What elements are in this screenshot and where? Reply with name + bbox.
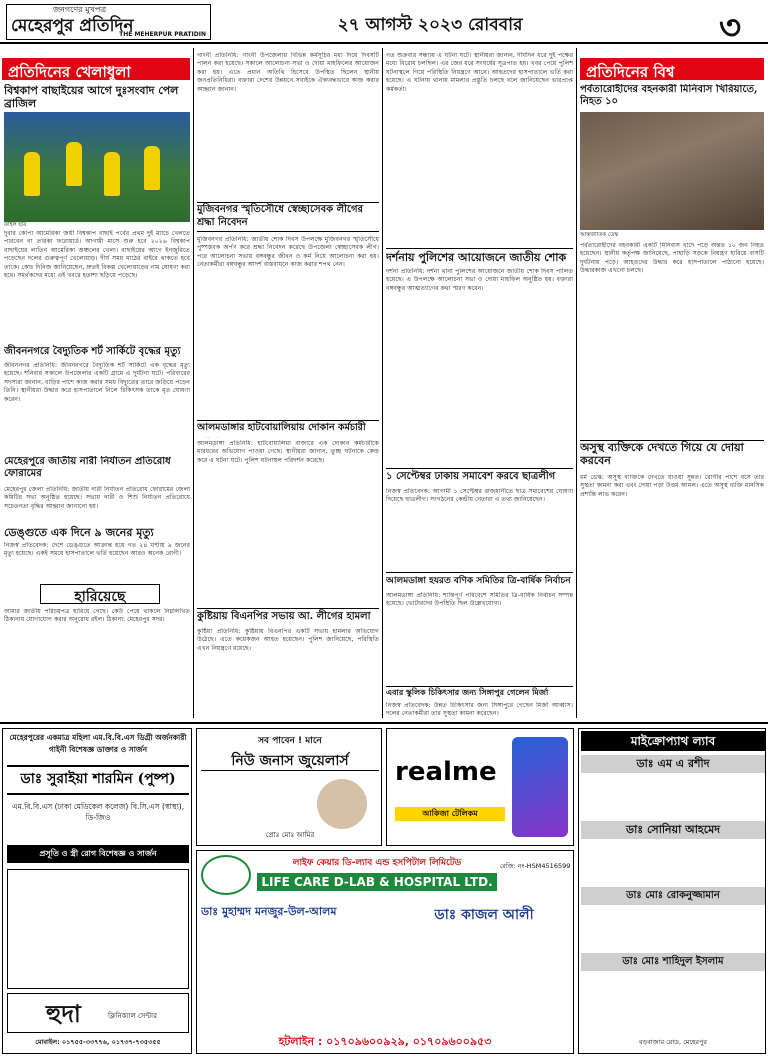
masthead <box>0 0 768 44</box>
ad-jewellers-name: নিউ জনাস জুয়েলার্স <box>201 749 379 771</box>
section-sports: প্রতিদিনের খেলাধুলা <box>2 58 190 80</box>
ad-micropath-name: মাইক্রোপ্যাথ ল্যাব <box>581 731 765 751</box>
headline-minibus[interactable]: পর্বতারোহীদের বহনকারী মিনিবাস খিরিয়াতে, নিহত ১০ <box>580 84 758 107</box>
issue-date: ২৭ আগস্ট ২০২৩ রোববার <box>337 15 523 35</box>
ad-doc-4-info <box>581 975 765 1035</box>
photo-brazil-players <box>4 112 190 222</box>
headline-mirza-abbas[interactable]: এবার স্কুলিক চিকিৎসার জন্য সিঙ্গাপুর গেলেন মির্জা <box>386 686 573 700</box>
article-lost-body: আমার জাতীয় পরিচয়পত্র হারিয়ে গেছে। কেউ পেয়ে থাকলে নিম্নলিখিত ঠিকানায় যোগাযোগ করার অনুরোধ রইল। ঠিকানা: মেহেরপুর সদর। <box>4 608 190 624</box>
article-dengue-body: নিজস্ব প্রতিবেদক: দেশে ডেঙ্গুতে আক্রান্ত হয়ে গত ২৪ ঘণ্টায় ৯ জনের মৃত্যু হয়েছে। একই সময়ে হাসপাতালে ভর্তি হয়েছেন আরও অনেক রোগী। <box>4 542 190 558</box>
ad-life-care-title: লাইফ কেয়ার ডি-ল্যাব এন্ড হসপিটাল লিমিটেড <box>292 858 462 868</box>
ad-life-care-hotline: হটলাইন : ০১৭০৯৬০০৯২৯, ০১৭০৯৬০০৯৫৩ <box>278 1035 492 1048</box>
ad-huda-sub: ক্লিনিক্যাল সেন্টার <box>108 1012 157 1020</box>
article-mirza-body: নিজস্ব প্রতিবেদক: উন্নত চিকিৎসার জন্য সিঙ্গাপুরে গেছেন মির্জা আব্বাস। দলের নেতাকর্মীরা তার সুস্থতা কামনা করেছেন। <box>386 702 573 718</box>
article-banik-body: আলমডাঙ্গা প্রতিনিধি: শান্তিপূর্ণ পরিবেশে সমিতির ত্রি-বার্ষিক নির্বাচন সম্পন্ন হয়েছে। ভোটারদের উপস্থিতি ছিল উল্লেখযোগ্য। <box>386 592 573 608</box>
article-darshana-body: দর্শনা প্রতিনিধি: দর্শনা থানা পুলিশের আয়োজনে জাতীয় শোক দিবস পালিত হয়েছে। এ উপলক্ষে আলোচনা সভা ও দোয়া মাহফিল অনুষ্ঠিত হয়। বক্তারা বঙ্গবন্ধুর আত্মত্যাগের কথা স্মরণ করেন। <box>386 268 573 292</box>
headline-jibannagar[interactable]: জীবননগরে বৈদ্যুতিক শর্ট সার্কিটে বৃদ্ধের মৃত্যু <box>4 346 181 357</box>
logo-name-en: THE MEHERPUR PRATIDIN <box>119 31 206 38</box>
ad-doc-3-info <box>581 909 765 949</box>
ad-dr-suraiya-name: ডাঃ সুরাইয়া শারমিন (পুষ্প) <box>7 765 189 795</box>
column-rule <box>382 48 383 718</box>
headline-meherpur-forum[interactable]: মেহেরপুরে জাতীয় নারী নির্যাতন প্রতিরোধ ফোরামের <box>4 456 171 479</box>
ad-jewellers[interactable] <box>196 728 382 846</box>
photo-caption-world: আন্তর্জাতিক ডেস্ক <box>580 232 619 238</box>
ad-life-care-doc2: ডাঃ কাজল আলী <box>434 907 534 923</box>
ad-realme[interactable] <box>386 728 574 846</box>
article-mid-continued: গাংনী প্রতিনিধি: গাংনী উপজেলায় বিভিন্ন কর্মসূচির মধ্য দিয়ে দিবসটি পালন করা হয়েছে। সকালে আলোচনা সভা ও দোয়া মাহফিলের আয়োজন করা হয়। এতে প্রধান অতিথি হিসেবে উপস্থিত ছিলেন স্থানীয় জনপ্রতিনিধিরা। বক্তারা দেশের উন্নয়নে সবাইকে ঐক্যবদ্ধভাবে কাজ করার আহ্বান জানান। <box>197 52 379 93</box>
newspaper-logo <box>6 4 211 40</box>
headline-sick-visit[interactable]: অসুস্থ ব্যক্তিকে দেখতে গিয়ে যে দোয়া করবেন <box>580 440 764 470</box>
article-col3-continued: গত শুক্রবার সন্ধ্যায় এ ঘটনা ঘটে। স্থানীয়রা জানান, দীর্ঘদিন ধরে দুই পক্ষের মধ্যে বিরোধ চলছিল। এর জের ধরে সংঘর্ষের সূত্রপাত হয়। খবর পেয়ে পুলিশ ঘটনাস্থলে গিয়ে পরিস্থিতি নিয়ন্ত্রণে আনে। আহতদের হাসপাতালে ভর্তি করা হয়েছে। এ ঘটনায় থানায় মামলার প্রস্তুতি চলছে বলে জানিয়েছেন ভারপ্রাপ্ত কর্মকর্তা। <box>386 52 573 93</box>
ad-dr-suraiya-top: মেহেরপুরের একমাত্র মহিলা এম.বি.বি.এস ডিগ্রী অর্জনকারী গাইনী বিশেষজ্ঞ ডাক্তার ও সার্জন <box>9 733 187 754</box>
ad-doc-2-info <box>581 843 765 883</box>
headline-darshana[interactable]: দর্শনায় পুলিশের আয়োজনে জাতীয় শোক <box>386 248 573 266</box>
headline-dengue[interactable]: ডেঙ্গুতে এক দিনে ৯ জনের মৃত্যু <box>4 526 154 539</box>
headline-brazil[interactable]: বিশ্বকাপ বাছাইয়ের আগে দুঃসংবাদ পেল ব্রাজিল <box>4 84 179 110</box>
ad-life-care-doc2-info <box>397 927 571 1027</box>
column-rule <box>576 48 577 718</box>
photo-minibus-accident <box>580 112 764 230</box>
ad-jewellers-photo <box>317 779 367 829</box>
article-sick-visit-body: ধর্ম ডেস্ক: অসুস্থ ব্যক্তিকে দেখতে যাওয়া সুন্নত। রোগীর পাশে বসে তার সুস্থতা কামনা করা এবং দোয়া পড়া উত্তম আমল। এতে অসুস্থ ব্যক্তি মানসিক প্রশান্তি লাভ করেন। <box>580 474 764 498</box>
article-mujibnagar-body: মুজিবনগর প্রতিনিধি: জাতীয় শোক দিবস উপলক্ষে মুজিবনগর স্মৃতিসৌধে পুষ্পস্তবক অর্পণ করে শ্রদ্ধা নিবেদন করেছে উপজেলা স্বেচ্ছাসেবক লীগ। পরে আলোচনা সভায় বঙ্গবন্ধুর জীবন ও কর্ম নিয়ে আলোচনা করা হয়। নেতাকর্মীরা বঙ্গবন্ধুর আদর্শ বাস্তবায়নে কাজ করার শপথ নেন। <box>197 236 379 269</box>
ad-life-care-logo <box>201 855 251 895</box>
headline-kushtia[interactable]: কুষ্টিয়ায় বিএনপির সভায় আ. লীগের হামলা <box>197 608 379 626</box>
column-rule <box>193 48 194 718</box>
ad-doc-1: ডাঃ এম এ রশীদ <box>581 755 765 773</box>
ad-huda-contact: মোবাইল: ০১৭৫৫-৩৩৭৭৬, ০১৭৩৭-৭৩৫৩৫৫ <box>35 1038 161 1046</box>
logo-name: মেহেরপুর প্রতিদিন <box>11 16 134 36</box>
ad-life-care-doc1: ডাঃ মুহাম্মদ মনজুর-উল-আলম <box>201 905 337 918</box>
ad-realme-phone <box>512 737 568 837</box>
article-chhatraleague-body: নিজস্ব প্রতিবেদক: আগামী ১ সেপ্টেম্বর রাজধানীতে ছাত্র সমাবেশের ঘোষণা দিয়েছে ছাত্রলীগ। সংগঠনের কেন্দ্রীয় নেতারা এ তথ্য জানিয়েছেন। <box>386 488 573 504</box>
ad-doc-4: ডাঃ মোঃ শাহিদুল ইসলাম <box>581 953 765 971</box>
headline-lost: হারিয়েছে <box>40 584 160 604</box>
headline-alamdanga-shop[interactable]: আলমডাঙ্গার হাটবোয়ালিয়ায় দোকান কর্মচারী <box>197 420 379 438</box>
ad-huda-name: হুদা <box>46 999 81 1028</box>
ad-service-list <box>7 869 189 989</box>
ad-doc-1-info <box>581 777 765 817</box>
ad-micropath-footer: বড়বাজার রোড, মেহেরপুর <box>639 1038 707 1046</box>
ad-life-care[interactable] <box>196 850 574 1054</box>
ad-realme-brand: realme <box>395 757 497 787</box>
ad-dr-suraiya-degree: এম.বি.বি.এস (ঢাকা মেডিকেল কলেজ) বি.সি.এস (স্বাস্থ্য), ডি-জিও <box>11 802 185 822</box>
ad-life-care-doc1-info <box>201 927 381 1027</box>
article-forum-body: মেহেরপুর জেলা প্রতিনিধি: জাতীয় নারী নির্যাতন প্রতিরোধ ফোরামের জেলা কমিটির সভা অনুষ্ঠিত হয়েছে। সভায় নারী ও শিশু নির্যাতন প্রতিরোধে সচেতনতা বৃদ্ধির আহ্বান জানানো হয়। <box>4 486 190 510</box>
article-jibannagar-body: জীবননগর প্রতিনিধি: জীবননগরে বৈদ্যুতিক শর্ট সার্কিটে এক বৃদ্ধের মৃত্যু হয়েছে। শনিবার সকালে উপজেলার একটি গ্রামে এ দুর্ঘটনা ঘটে। পরিবারের সদস্যরা জানান, বাড়ির পাশে কাজ করার সময় বিদ্যুতের তারে জড়িয়ে পড়েন তিনি। স্থানীয়রা উদ্ধার করে হাসপাতালে নিলে চিকিৎসক তাকে মৃত ঘোষণা করেন। <box>4 362 190 403</box>
ad-dr-suraiya-spec: প্রসূতি ও স্ত্রী রোগ বিশেষজ্ঞ ও সার্জন <box>7 845 189 863</box>
headline-chhatraleague[interactable]: ১ সেপ্টেম্বর ঢাকায় সমাবেশ করবে ছাত্রলীগ <box>386 468 573 486</box>
ad-jewellers-owner: প্রোঃ মোঃ আমির <box>265 831 315 839</box>
ad-doc-3: ডাঃ মোঃ রোকনুজ্জামান <box>581 887 765 905</box>
page-number: ৩ <box>718 8 742 42</box>
ad-life-care-reg: রেজি: নং-HSM4516599 <box>499 862 571 870</box>
article-brazil-body: দুবার কোপা আমেরিকা জয়ী বিশ্বকাপ বাছাই পর্বের প্রথম দুই ম্যাচে খেলতে পারবেন না তারকা ফরোয়ার্ড। আগামী মাসে শুরু হবে ২০২৬ বিশ্বকাপ বাছাইয়ের লাতিন আমেরিকা অঞ্চলের খেলা। বাছাইয়ের আগে ইনজুরিতে পড়েছেন দলের গুরুত্বপূর্ণ খেলোয়াড়। দীর্ঘ সময় মাঠের বাইরে থাকতে হবে তাকে। কোচ দিনিজ জানিয়েছেন, দ্রুতই বিকল্প খেলোয়াড়ের নাম ঘোষণা করা হবে। সমর্থকদের মধ্যে এই খবরে হতাশা ছড়িয়ে পড়েছে। <box>4 230 190 280</box>
ad-doc-2: ডাঃ সোনিয়া আহমেদ <box>581 821 765 839</box>
photo-caption: ফাইল ছবি <box>4 222 27 228</box>
ad-micropath-lab[interactable] <box>578 728 766 1054</box>
article-alamdanga-body: আলমডাঙ্গা প্রতিনিধি: হাটবোয়ালিয়া বাজারে এক দোকান কর্মচারীকে মারধরের অভিযোগ পাওয়া গেছে। স্থানীয়রা জানান, তুচ্ছ ঘটনাকে কেন্দ্র করে এ ঘটনা ঘটে। পুলিশ ঘটনাস্থল পরিদর্শন করেছে। <box>197 440 379 464</box>
headline-banik-samity[interactable]: আলমডাঙ্গা হযরত বণিক সমিতির ত্রি-বার্ষিক নির্বাচন <box>386 572 573 590</box>
ad-divider <box>0 722 768 724</box>
ad-life-care-title-en: LIFE CARE D-LAB & HOSPITAL LTD. <box>257 873 497 891</box>
ad-dr-suraiya[interactable] <box>2 728 192 1054</box>
ad-jewellers-top: সব পাবেন ! মানে <box>258 736 322 746</box>
logo-tagline: জনগণের মুখপত্র <box>53 5 107 14</box>
ad-huda-clinic <box>7 993 189 1033</box>
headline-mujibnagar[interactable]: মুজিবনগর স্মৃতিসৌধে স্বেচ্ছাসেবক লীগের শ্রদ্ধা নিবেদন <box>197 202 379 232</box>
article-kushtia-body: কুষ্টিয়া প্রতিনিধি: কুষ্টিয়ায় বিএনপির একটি সভায় হামলার অভিযোগ উঠেছে। এতে কয়েকজন আহত হয়েছেন। পুলিশ জানিয়েছে, পরিস্থিতি এখন নিয়ন্ত্রণে রয়েছে। <box>197 628 379 652</box>
article-minibus-body: পর্বতারোহীদের বহনকারী একটি মিনিবাস খাদে পড়ে অন্তত ১০ জন নিহত হয়েছেন। স্থানীয় কর্তৃপক্ষ জানিয়েছে, পাহাড়ি সড়কে নিয়ন্ত্রণ হারিয়ে বাসটি দুর্ঘটনায় পড়ে। আহতদের উদ্ধার করে হাসপাতালে পাঠানো হয়েছে। উদ্ধারকাজ এখনো চলছে। <box>580 242 764 275</box>
section-world: প্রতিদিনের বিশ্ব <box>580 58 764 80</box>
ad-realme-shop: আকিজা টেলিকম <box>395 807 505 821</box>
